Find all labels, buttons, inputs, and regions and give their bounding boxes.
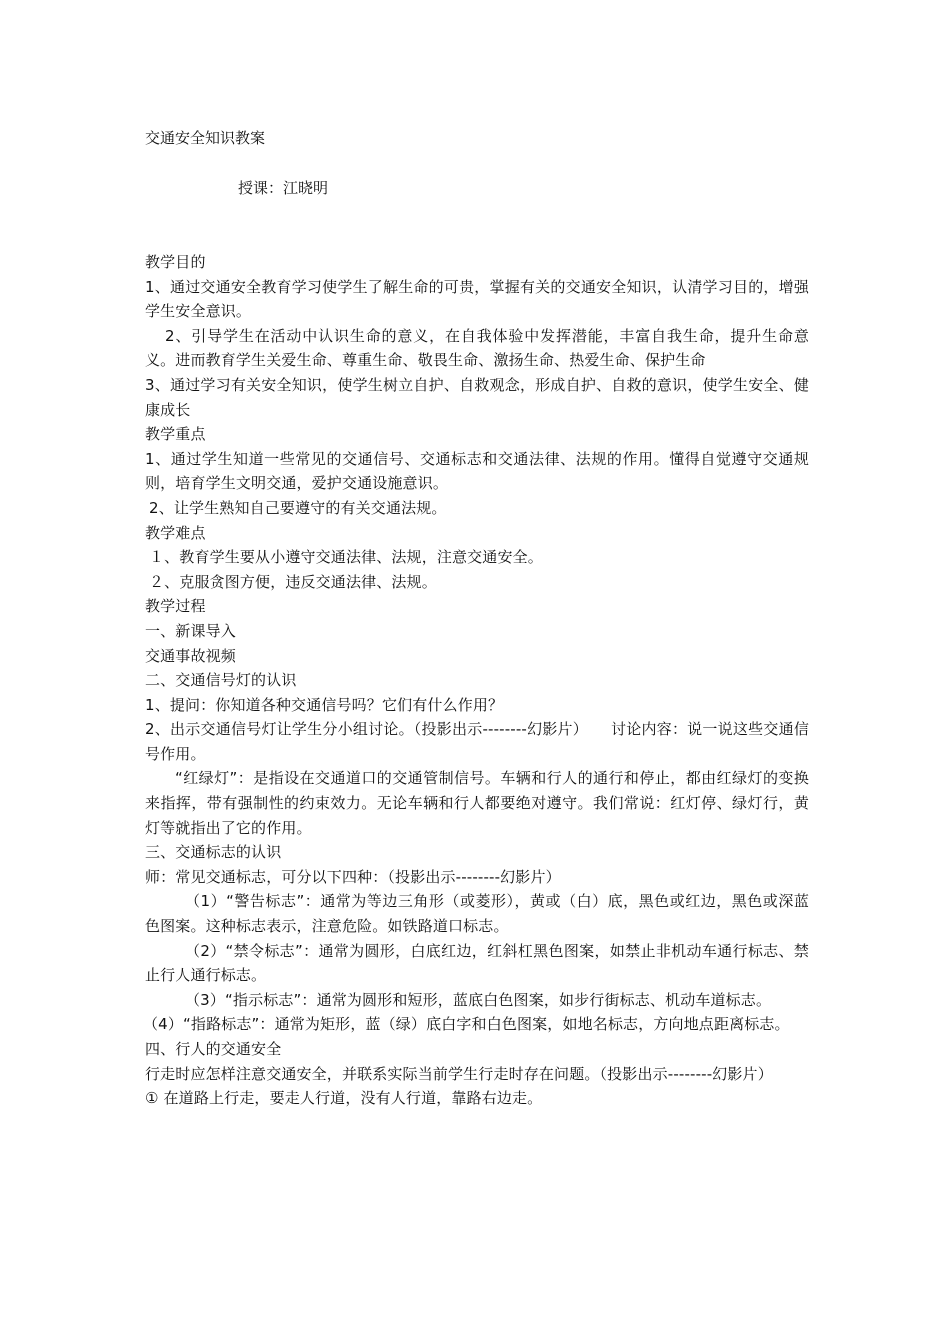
heading-teaching-goal: 教学目的 [145,253,206,271]
paragraph: ２、克服贪图方便，违反交通法律、法规。 [149,572,437,591]
list-item: （4）“指路标志”：通常为矩形，蓝（绿）底白字和白色图案，如地名标志，方向地点距离标志。 [143,1015,790,1034]
list-item: （1）“警告标志”：通常为等边三角形（或菱形），黄或（白）底，黑色或红边，黑色或深蓝色图案。这种标志表示，注意危险。如铁路道口标志。 [145,892,809,936]
paragraph: 1、通过交通安全教育学习使学生了解生命的可贵，掌握有关的交通安全知识，认清学习目的，增强学生安全意识。 [145,277,809,321]
list-item: （3）“指示标志”：通常为圆形和短形，蓝底白色图案，如步行街标志、机动车道标志。 [185,990,772,1009]
section-heading: 一、新课导入 [145,621,236,640]
document-title: 交通安全知识教案 [145,129,266,147]
list-item: ① 在道路上行走，要走人行道，没有人行道，靠路右边走。 [145,1089,543,1108]
list-item: （2）“禁令标志”：通常为圆形，白底红边，红斜杠黑色图案，如禁止非机动车通行标志、禁止行人通行标志。 [145,941,809,985]
paragraph: 交通事故视频 [145,646,236,665]
paragraph: “红绿灯”：是指设在交通道口的交通管制信号。车辆和行人的通行和停止，都由红绿灯的变换来指挥，带有强制性的约束效力。无论车辆和行人都要绝对遵守。我们常说：红灯停、绿灯行，黄灯等就指出了它的作用。 [145,769,809,837]
paragraph: 2、引导学生在活动中认识生命的意义，在自我体验中发挥潜能，丰富自我生命，提升生命意义。进而教育学生关爱生命、尊重生命、敬畏生命、激扬生命、热爱生命、保护生命 [145,326,809,370]
heading-teaching-focus: 教学重点 [145,425,206,444]
section-heading: 二、交通信号灯的认识 [145,671,297,690]
paragraph: 2、出示交通信号灯让学生分小组讨论。（投影出示--------幻影片） 讨论内容：说一说这些交通信号作用。 [145,720,809,763]
paragraph: 行走时应怎样注意交通安全，并联系实际当前学生行走时存在问题。（投影出示--------幻影片） [145,1064,773,1083]
heading-teaching-process: 教学过程 [145,597,206,616]
paragraph: 1、提问：你知道各种交通信号吗？它们有什么作用？ [145,695,504,714]
paragraph: 师：常见交通标志，可分以下四种：（投影出示--------幻影片） [145,867,561,886]
document-author: 授课：江晓明 [238,179,329,197]
section-heading: 三、交通标志的认识 [145,843,282,862]
section-heading: 四、行人的交通安全 [145,1040,282,1058]
paragraph: １、教育学生要从小遵守交通法律、法规，注意交通安全。 [149,548,543,567]
heading-teaching-difficulty: 教学难点 [145,523,206,542]
paragraph: 3、通过学习有关安全知识，使学生树立自护、自救观念，形成自护、自救的意识，使学生安全、健康成长 [145,375,809,419]
document-body [145,250,809,1111]
paragraph: 2、让学生熟知自己要遵守的有关交通法规。 [149,498,447,517]
paragraph: 1、通过学生知道一些常见的交通信号、交通标志和交通法律、法规的作用。懂得自觉遵守交通规则，培育学生文明交通，爱护交通设施意识。 [145,449,809,493]
